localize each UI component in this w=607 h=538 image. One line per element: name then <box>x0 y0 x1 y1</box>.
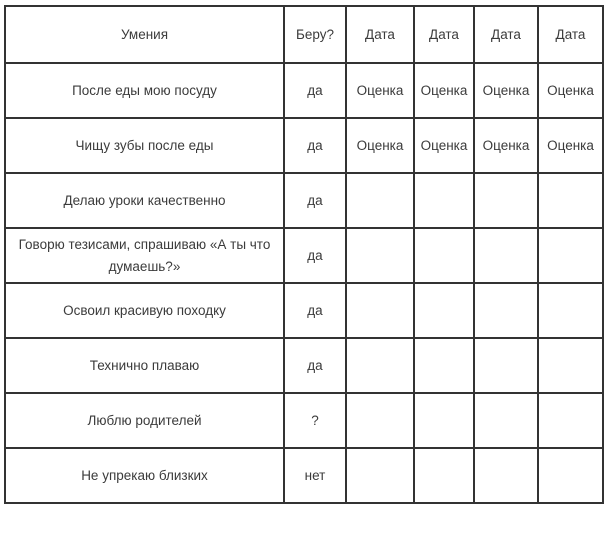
date-grade-cell <box>538 228 603 283</box>
date-grade-cell <box>346 228 414 283</box>
header-cell-skills: Умения <box>5 6 284 63</box>
skill-cell: Люблю родителей <box>5 393 284 448</box>
table-row <box>5 283 603 338</box>
date-grade-cell <box>346 393 414 448</box>
skill-cell: Технично плаваю <box>5 338 284 393</box>
date-grade-cell <box>346 173 414 228</box>
header-cell-date-3: Дата <box>474 6 538 63</box>
date-grade-cell: Оценка <box>474 63 538 118</box>
take-cell: да <box>284 118 346 173</box>
take-cell: да <box>284 63 346 118</box>
date-grade-cell <box>474 283 538 338</box>
table-row <box>5 448 603 503</box>
take-cell: нет <box>284 448 346 503</box>
header-cell-date-1: Дата <box>346 6 414 63</box>
date-grade-cell: Оценка <box>414 118 474 173</box>
date-grade-cell <box>474 228 538 283</box>
date-grade-cell <box>474 448 538 503</box>
date-grade-cell <box>474 393 538 448</box>
date-grade-cell <box>538 448 603 503</box>
table-header-row <box>5 6 603 63</box>
take-cell: да <box>284 283 346 338</box>
date-grade-cell <box>346 448 414 503</box>
date-grade-cell: Оценка <box>346 63 414 118</box>
take-cell: да <box>284 338 346 393</box>
date-grade-cell <box>538 173 603 228</box>
date-grade-cell <box>414 393 474 448</box>
date-grade-cell <box>346 338 414 393</box>
skill-cell: Не упрекаю близких <box>5 448 284 503</box>
date-grade-cell <box>538 393 603 448</box>
date-grade-cell <box>474 173 538 228</box>
date-grade-cell <box>414 338 474 393</box>
skills-tracking-table <box>4 5 604 504</box>
table-row <box>5 338 603 393</box>
skill-cell: Говорю тезисами, спрашиваю «А ты что думаешь?» <box>5 228 284 283</box>
table-row <box>5 173 603 228</box>
take-cell: да <box>284 173 346 228</box>
date-grade-cell: Оценка <box>538 118 603 173</box>
date-grade-cell <box>538 338 603 393</box>
date-grade-cell <box>474 338 538 393</box>
skill-cell: Чищу зубы после еды <box>5 118 284 173</box>
header-cell-take: Беру? <box>284 6 346 63</box>
take-cell: да <box>284 228 346 283</box>
header-cell-date-4: Дата <box>538 6 603 63</box>
date-grade-cell: Оценка <box>346 118 414 173</box>
date-grade-cell <box>414 448 474 503</box>
date-grade-cell: Оценка <box>414 63 474 118</box>
date-grade-cell <box>414 283 474 338</box>
table-row <box>5 118 603 173</box>
skill-cell: Делаю уроки качественно <box>5 173 284 228</box>
table-row <box>5 393 603 448</box>
table-row <box>5 63 603 118</box>
date-grade-cell: Оценка <box>538 63 603 118</box>
table-row <box>5 228 603 283</box>
date-grade-cell <box>538 283 603 338</box>
skill-cell: Освоил красивую походку <box>5 283 284 338</box>
table-body <box>5 63 603 503</box>
date-grade-cell <box>346 283 414 338</box>
take-cell: ? <box>284 393 346 448</box>
date-grade-cell <box>414 173 474 228</box>
date-grade-cell: Оценка <box>474 118 538 173</box>
header-cell-date-2: Дата <box>414 6 474 63</box>
skill-cell: После еды мою посуду <box>5 63 284 118</box>
date-grade-cell <box>414 228 474 283</box>
